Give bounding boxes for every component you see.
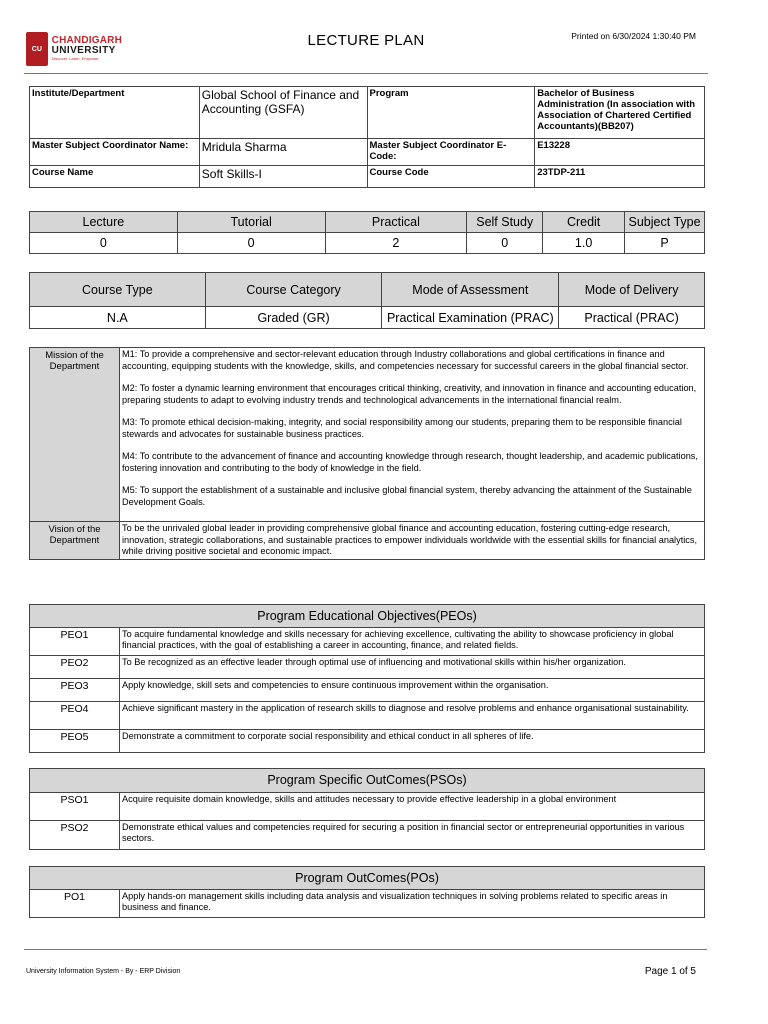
mission-item: M5: To support the establishment of a sustainable and inclusive global financial system, thereby advancing the attainment of the Sustainable Development Goals. bbox=[122, 485, 692, 507]
hours-table bbox=[29, 211, 705, 254]
course-type-header-row bbox=[30, 273, 705, 307]
peo-text: Achieve significant mastery in the application of research skills to diagnose and resolve problems and enhance organisational sustainability. bbox=[120, 702, 705, 730]
page-header bbox=[24, 28, 708, 74]
course-type-value-row bbox=[30, 307, 705, 329]
mission-item: M4: To contribute to the advancement of finance and accounting knowledge through research, thought leadership, and academic publications, fostering innovation and contributing to the body of knowledge in the field. bbox=[122, 451, 698, 473]
peo-code: PEO3 bbox=[30, 679, 120, 702]
course-type-header: Course Category bbox=[205, 273, 382, 307]
hours-value: 0 bbox=[30, 233, 178, 254]
course-type-header: Mode of Assessment bbox=[382, 273, 559, 307]
peo-text: Apply knowledge, skill sets and competencies to ensure continuous improvement within the organisation. bbox=[120, 679, 705, 702]
peo-text: Demonstrate a commitment to corporate social responsibility and ethical conduct in all spheres of life. bbox=[120, 730, 705, 753]
logo-badge: CU bbox=[26, 32, 48, 66]
mission-text bbox=[120, 348, 705, 522]
logo-line1: CHANDIGARH bbox=[51, 35, 122, 46]
mission-item: M1: To provide a comprehensive and sector-relevant education through Industry collaborations and global certifications in finance and accounting, equipping students with the knowledge, skills, and competencies necessary for successful careers in the global financial sector. bbox=[122, 349, 689, 371]
pso-code: PSO1 bbox=[30, 793, 120, 821]
po-text: Apply hands-on management skills including data analysis and visualization techniques in solving problems related to specific areas in business and finance. bbox=[120, 890, 705, 918]
table-row bbox=[30, 656, 705, 679]
hours-value: 0 bbox=[177, 233, 325, 254]
page-number: Page 1 of 5 bbox=[644, 966, 696, 977]
mission-vision-table bbox=[29, 347, 705, 560]
po-table bbox=[29, 866, 705, 918]
table-row bbox=[30, 679, 705, 702]
mission-row bbox=[30, 348, 705, 522]
peo-title: Program Educational Objectives(PEOs) bbox=[30, 605, 705, 628]
logo-line2: UNIVERSITY bbox=[51, 45, 116, 56]
footer-divider bbox=[24, 949, 707, 950]
peo-code: PEO4 bbox=[30, 702, 120, 730]
hours-header: Credit bbox=[543, 212, 625, 233]
page-title: LECTURE PLAN bbox=[307, 32, 425, 49]
course-type-value: Graded (GR) bbox=[205, 307, 382, 329]
course-info-table bbox=[29, 86, 705, 188]
hours-value: 2 bbox=[325, 233, 467, 254]
institute-value: Global School of Finance and Accounting (GSFA) bbox=[199, 87, 367, 139]
peo-code: PEO1 bbox=[30, 628, 120, 656]
course-name-label: Course Name bbox=[30, 166, 200, 188]
vision-row bbox=[30, 522, 705, 560]
logo-tagline: Discover. Learn. Empower. bbox=[51, 56, 100, 61]
course-type-header: Mode of Delivery bbox=[559, 273, 705, 307]
course-code-label: Course Code bbox=[367, 166, 535, 188]
msc-name-label: Master Subject Coordinator Name: bbox=[30, 139, 200, 166]
course-code-value: 23TDP-211 bbox=[535, 166, 705, 188]
hours-header: Practical bbox=[325, 212, 467, 233]
po-title: Program OutComes(POs) bbox=[30, 867, 705, 890]
table-row bbox=[30, 730, 705, 753]
info-row bbox=[30, 139, 705, 166]
mission-item: M2: To foster a dynamic learning environment that encourages critical thinking, creativity, and innovation in finance and accounting education, preparing students to adapt to evolving industry trends and technological advancements in the international financial realm. bbox=[122, 383, 697, 405]
course-type-table bbox=[29, 272, 705, 329]
pso-text: Demonstrate ethical values and competencies required for securing a position in financial sector or entrepreneurial opportunities in various sectors. bbox=[120, 821, 705, 850]
hours-value: P bbox=[625, 233, 705, 254]
peo-table bbox=[29, 604, 705, 753]
footer-system-label: University Information System - By - ERP Division bbox=[26, 968, 181, 975]
table-row bbox=[30, 628, 705, 656]
course-type-value: N.A bbox=[30, 307, 206, 329]
pso-title: Program Specific OutComes(PSOs) bbox=[30, 769, 705, 793]
peo-text: To Be recognized as an effective leader through optimal use of influencing and motivational skills within his/her organization. bbox=[120, 656, 705, 679]
hours-header: Subject Type bbox=[625, 212, 705, 233]
hours-value-row bbox=[30, 233, 705, 254]
hours-header-row bbox=[30, 212, 705, 233]
info-row bbox=[30, 87, 705, 139]
course-type-value: Practical Examination (PRAC) bbox=[382, 307, 559, 329]
table-row bbox=[30, 821, 705, 850]
mission-item: M3: To promote ethical decision-making, integrity, and social responsibility among our students, preparing them to be responsible financial stewards and advocates for sustainable business practices. bbox=[122, 417, 682, 439]
table-row bbox=[30, 793, 705, 821]
course-type-header: Course Type bbox=[30, 273, 206, 307]
course-type-value: Practical (PRAC) bbox=[559, 307, 705, 329]
course-name-value: Soft Skills-I bbox=[199, 166, 367, 188]
mission-label: Mission of the Department bbox=[30, 348, 120, 522]
pso-code: PSO2 bbox=[30, 821, 120, 850]
msc-name-value: Mridula Sharma bbox=[199, 139, 367, 166]
institute-label: Institute/Department bbox=[30, 87, 200, 139]
vision-label: Vision of the Department bbox=[30, 522, 120, 560]
pso-text: Acquire requisite domain knowledge, skills and attitudes necessary to provide effective leadership in a global environment bbox=[120, 793, 705, 821]
peo-code: PEO5 bbox=[30, 730, 120, 753]
vision-text: To be the unrivaled global leader in providing comprehensive global finance and accounting education, fostering cutting-edge research, innovation, strategic collaborations, and sustainable practices to empower individuals worldwide with the essential skills for financial analytics, while driving positive societal and economic impact. bbox=[120, 522, 705, 560]
hours-value: 1.0 bbox=[543, 233, 625, 254]
table-row bbox=[30, 702, 705, 730]
peo-text: To acquire fundamental knowledge and skills necessary for achieving excellence, cultivating the ability to showcase proficiency in global financial practices, with the goal of establishing a career in accounting, finance, and related fields. bbox=[120, 628, 705, 656]
hours-value: 0 bbox=[467, 233, 543, 254]
pso-table bbox=[29, 768, 705, 850]
msc-ecode-value: E13228 bbox=[535, 139, 705, 166]
hours-header: Self Study bbox=[467, 212, 543, 233]
hours-header: Lecture bbox=[30, 212, 178, 233]
info-row bbox=[30, 166, 705, 188]
hours-header: Tutorial bbox=[177, 212, 325, 233]
po-code: PO1 bbox=[30, 890, 120, 918]
peo-code: PEO2 bbox=[30, 656, 120, 679]
printed-timestamp: Printed on 6/30/2024 1:30:40 PM bbox=[571, 31, 696, 41]
msc-ecode-label: Master Subject Coordinator E-Code: bbox=[367, 139, 535, 166]
table-row bbox=[30, 890, 705, 918]
program-value: Bachelor of Business Administration (In association with Association of Chartered Certified Accountants)(BB207) bbox=[535, 87, 705, 139]
program-label: Program bbox=[367, 87, 535, 139]
